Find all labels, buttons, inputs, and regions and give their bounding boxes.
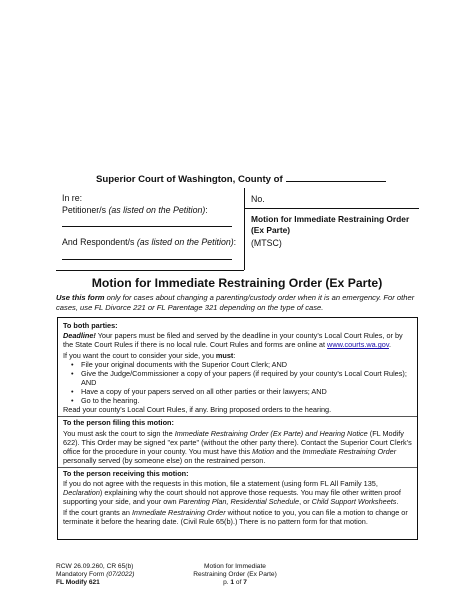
case-number-divider <box>245 208 419 209</box>
grant-paragraph: If the court grants an Immediate Restraining Order without notice to you, you can file a motion to change or terminate it before the hearing date. (Civil Rule 65(b).) There is no pattern form for that motion. <box>63 507 408 526</box>
read-rules-text: Read your county's Local Court Rules, if any. Bring proposed orders to the hearing. <box>63 405 332 415</box>
list-item: • Go to the hearing. <box>81 396 412 405</box>
courts-link[interactable]: www.courts.wa.gov <box>327 340 389 350</box>
deadline-paragraph: Deadline! Your papers must be filed and served by the deadline in your county's Local Court Rules, or by the State Court Rules if there is no local rule. Court Rules and forms are online at www.courts.wa.gov. <box>63 331 403 350</box>
footer-title-1: Motion for Immediate <box>204 563 266 570</box>
filing-paragraph: You must ask the court to sign the Immediate Restraining Order (Ex Parte) and Hearing Notice (FL Modify 622). This Order may be signed "ex parte" (without the other party there). Contact the Superior Court Clerk's office for the procedure in your county. You must have this Motion and the Immediate Restraining Order personally served (by someone else) on the restrained person. <box>63 428 412 465</box>
petitioner-label: Petitioner/s (as listed on the Petition): <box>62 205 208 215</box>
footer-mandatory: Mandatory Form (07/2022) <box>56 571 135 579</box>
court-heading <box>96 172 416 185</box>
divider <box>58 416 417 417</box>
instructions-box <box>57 317 418 540</box>
respondent-blank[interactable] <box>62 259 232 260</box>
both-parties-heading: To both parties: <box>63 321 118 330</box>
case-caption <box>56 188 418 270</box>
respondent-label: And Respondent/s (as listed on the Petition): <box>62 237 237 247</box>
list-item: • Have a copy of your papers served on all other parties or their lawyers; AND <box>81 387 412 396</box>
caption-form-title: Motion for Immediate Restraining Order (Ex Parte) <box>251 214 410 235</box>
list-item: • Give the Judge/Commissioner a copy of your papers (if required by your county's Local Court Rules); AND <box>81 369 412 387</box>
receiving-heading: To the person receiving this motion: <box>63 468 189 478</box>
footer-form-id: FL Modify 621 <box>56 579 100 587</box>
receiving-paragraph: If you do not agree with the requests in this motion, file a statement (using form FL All Family 135, Declaration) explaining why the court should not approve those requests. You may file other written proof supporting your side, and your own Parenting Plan, Residential Schedule, or Child Support Worksheets. <box>63 478 401 506</box>
caption-case-info <box>244 188 419 270</box>
caption-parties <box>56 188 244 271</box>
county-blank[interactable] <box>286 172 386 182</box>
in-re-label: In re: <box>62 193 83 203</box>
petitioner-blank[interactable] <box>62 226 232 227</box>
court-title: Superior Court of Washington, County of <box>96 174 283 185</box>
page-title: Motion for Immediate Restraining Order (Ex Parte) <box>91 276 383 290</box>
consider-paragraph: If you want the court to consider your side, you must: <box>63 351 236 361</box>
filing-heading: To the person filing this motion: <box>63 418 174 428</box>
footer-page: p. 1 of 7 <box>223 579 247 587</box>
footer-title-2: Restraining Order (Ex Parte) <box>193 571 277 579</box>
divider <box>58 467 417 468</box>
requirements-list <box>63 360 412 405</box>
intro-text: Use this form only for cases about changing a parenting/custody order when it is an emergency. For other cases, use FL Divorce 221 or FL Parentage 321 depending on the type of case. <box>56 293 415 312</box>
list-item: • File your original documents with the Superior Court Clerk; AND <box>81 360 412 369</box>
footer-center <box>180 563 290 588</box>
case-number-label: No. <box>251 194 265 204</box>
form-code: (MTSC) <box>251 238 282 248</box>
footer-rcw: RCW 26.09.260, CR 65(b) <box>56 563 134 570</box>
